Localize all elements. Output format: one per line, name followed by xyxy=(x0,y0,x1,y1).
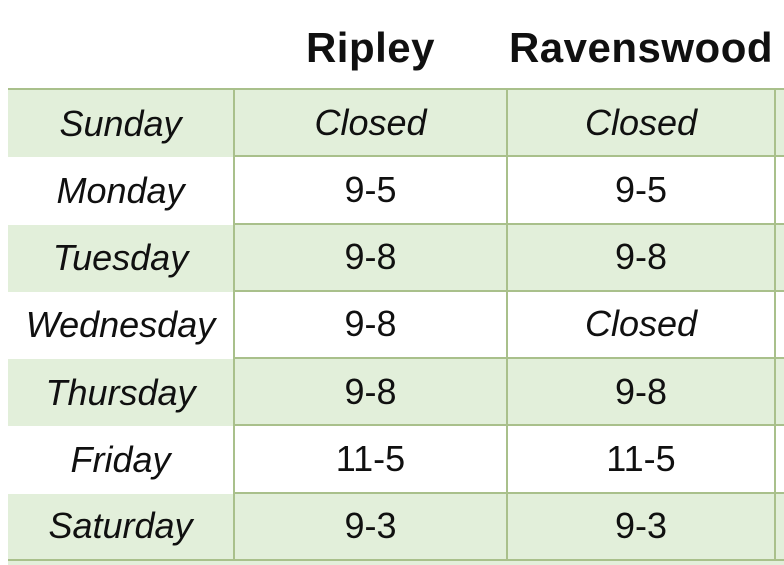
ripley-hours-cell: 9-8 xyxy=(235,225,508,292)
ravenswood-hours-cell: 11-5 xyxy=(508,426,776,493)
table-row-friday xyxy=(8,426,784,493)
column-header-ripley: Ripley xyxy=(235,0,508,88)
header-day-spacer xyxy=(8,0,235,88)
table-body xyxy=(8,88,784,561)
cutoff-cell xyxy=(776,225,784,292)
day-cell: Saturday xyxy=(8,494,235,561)
ripley-hours-cell: 11-5 xyxy=(235,426,508,493)
header-cutoff-spacer xyxy=(776,0,784,88)
ravenswood-hours-cell: 9-5 xyxy=(508,157,776,224)
ravenswood-hours-cell: 9-8 xyxy=(508,225,776,292)
cutoff-cell xyxy=(776,157,784,224)
ravenswood-hours-cell: Closed xyxy=(508,90,776,157)
day-cell: Tuesday xyxy=(8,225,235,292)
day-cell: Wednesday xyxy=(8,292,235,359)
day-cell: Friday xyxy=(8,426,235,493)
cutoff-cell xyxy=(776,494,784,561)
table-row-wednesday xyxy=(8,292,784,359)
ravenswood-hours-cell: Closed xyxy=(508,292,776,359)
cutoff-cell xyxy=(776,426,784,493)
ravenswood-hours-cell: 9-8 xyxy=(508,359,776,426)
ripley-hours-cell: Closed xyxy=(235,90,508,157)
day-cell: Sunday xyxy=(8,90,235,157)
table-row-thursday xyxy=(8,359,784,426)
ripley-hours-cell: 9-5 xyxy=(235,157,508,224)
cutoff-cell xyxy=(776,359,784,426)
hours-table xyxy=(8,0,784,565)
table-row-monday xyxy=(8,157,784,224)
ripley-hours-cell: 9-3 xyxy=(235,494,508,561)
column-header-ravenswood: Ravenswood xyxy=(508,0,776,88)
header-row xyxy=(8,0,784,88)
table-row-sunday xyxy=(8,90,784,157)
day-cell: Thursday xyxy=(8,359,235,426)
cutoff-cell xyxy=(776,90,784,157)
day-cell: Monday xyxy=(8,157,235,224)
ripley-hours-cell: 9-8 xyxy=(235,292,508,359)
bottom-cropped-row-strip xyxy=(8,561,784,565)
ripley-hours-cell: 9-8 xyxy=(235,359,508,426)
table-row-saturday xyxy=(8,494,784,561)
ravenswood-hours-cell: 9-3 xyxy=(508,494,776,561)
cutoff-cell xyxy=(776,292,784,359)
table-row-tuesday xyxy=(8,225,784,292)
